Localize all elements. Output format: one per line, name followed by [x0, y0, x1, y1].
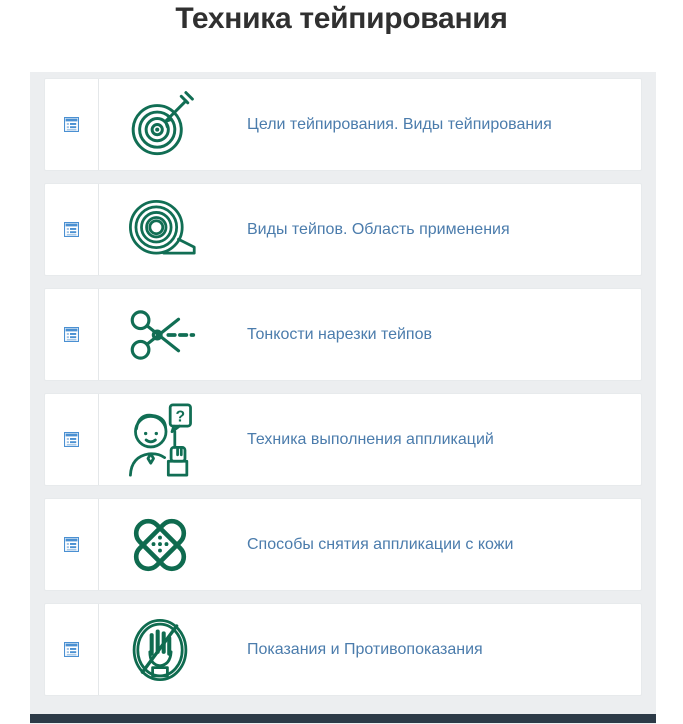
prohibition-hand-icon[interactable]	[123, 611, 197, 689]
list-module-icon	[64, 432, 79, 447]
topic-row[interactable]	[44, 183, 642, 276]
topic-main	[99, 289, 641, 380]
module-type-cell	[45, 79, 99, 170]
footer-bar	[30, 714, 656, 723]
topic-link[interactable]: Виды тейпов. Область применения	[247, 220, 510, 238]
svg-text:?: ?	[175, 408, 186, 425]
topic-row[interactable]	[44, 498, 642, 591]
topic-link[interactable]: Тонкости нарезки тейпов	[247, 325, 432, 343]
topic-row[interactable]	[44, 288, 642, 381]
topic-main	[99, 499, 641, 590]
topic-row[interactable]	[44, 393, 642, 486]
topic-link[interactable]: Техника выполнения аппликаций	[247, 430, 494, 448]
topic-main	[99, 184, 641, 275]
list-module-icon	[64, 117, 79, 132]
topic-link[interactable]: Способы снятия аппликации с кожи	[247, 535, 514, 553]
topic-main	[99, 79, 641, 170]
topic-row[interactable]	[44, 603, 642, 696]
topic-link[interactable]: Цели тейпирования. Виды тейпирования	[247, 115, 552, 133]
page-title: Техника тейпирования	[175, 2, 508, 35]
list-module-icon	[64, 222, 79, 237]
scissors-icon[interactable]	[123, 296, 197, 374]
list-module-icon	[64, 327, 79, 342]
target-arrow-icon[interactable]	[123, 86, 197, 164]
course-topics-list	[30, 72, 656, 724]
topic-row[interactable]	[44, 78, 642, 171]
topic-link[interactable]: Показания и Противопоказания	[247, 640, 483, 658]
list-module-icon	[64, 642, 79, 657]
topic-main	[99, 604, 641, 695]
module-type-cell	[45, 499, 99, 590]
topic-main	[99, 394, 641, 485]
list-module-icon	[64, 537, 79, 552]
person-question-icon[interactable]	[123, 401, 197, 479]
tape-roll-icon[interactable]	[123, 191, 197, 269]
module-type-cell	[45, 604, 99, 695]
module-type-cell	[45, 394, 99, 485]
crossed-bandages-icon[interactable]	[123, 506, 197, 584]
module-type-cell	[45, 184, 99, 275]
module-type-cell	[45, 289, 99, 380]
